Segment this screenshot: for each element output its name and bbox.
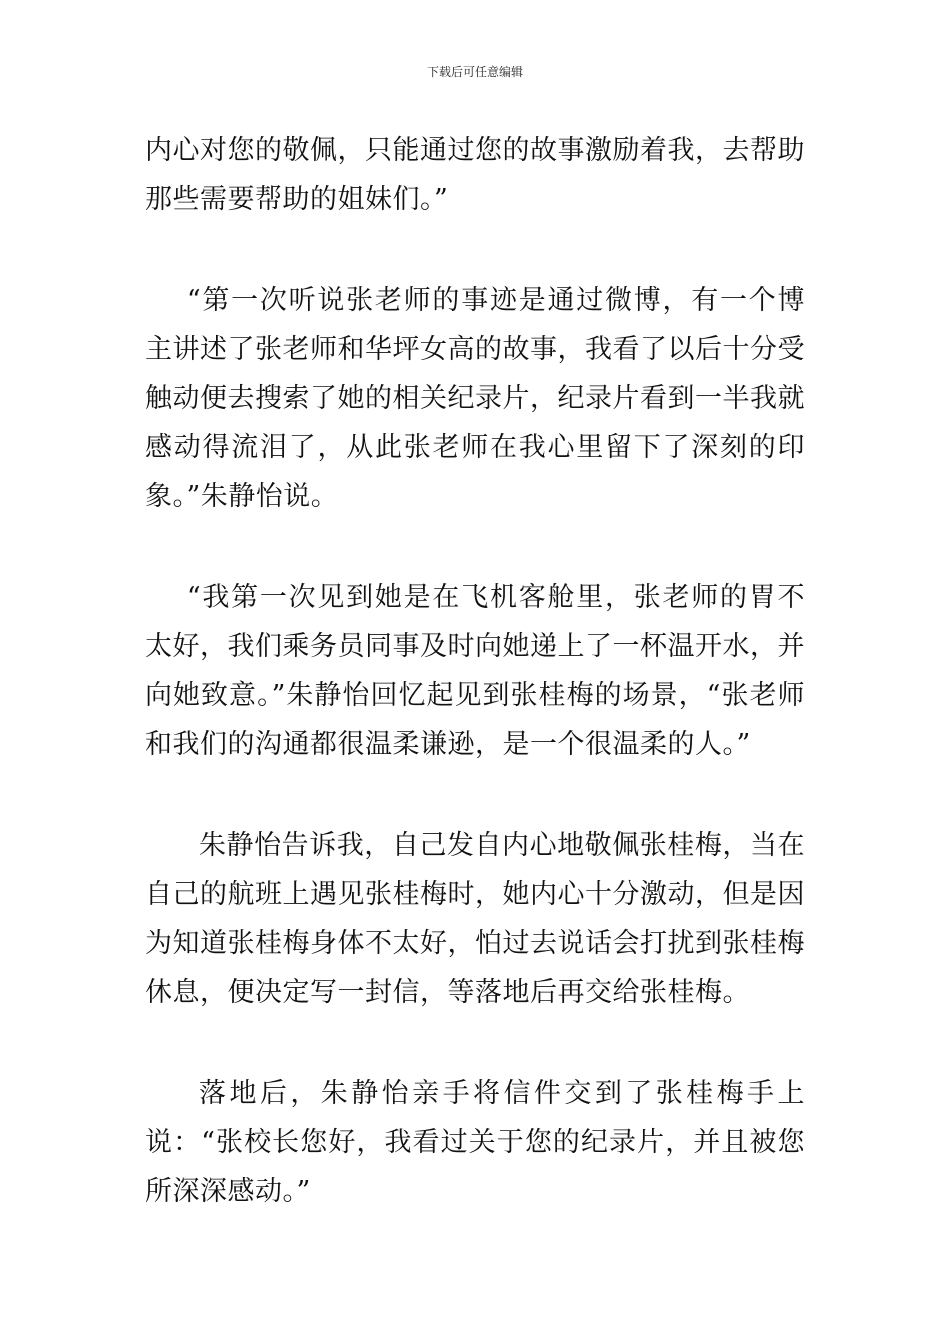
page-header: 下载后可任意编辑 (426, 65, 523, 79)
document-body (145, 126, 805, 1216)
paragraph-first-meeting: “我第一次见到她是在飞机客舱里，张老师的胃不太好，我们乘务员同事及时向她递上了一杯温开水，并向她致意。”朱静怡回忆起见到张桂梅的场景，“张老师和我们的沟通都很温柔谦逊，是一个很温柔的人。” (145, 582, 805, 760)
paragraph-weibo-story: “第一次听说张老师的事迹是通过微博，有一个博主讲述了张老师和华坪女高的故事，我看了以后十分受触动便去搜索了她的相关纪录片，纪录片看到一半我就感动得流泪了，从此张老师在我心里留下了深刻的印象。”朱静怡说。 (145, 285, 805, 512)
paragraph-letter-decision: 朱静怡告诉我，自己发自内心地敬佩张桂梅，当在自己的航班上遇见张桂梅时，她内心十分激动，但是因为知道张桂梅身体不太好，怕过去说话会打扰到张桂梅休息，便决定写一封信，等落地后再交给张桂梅。 (145, 830, 805, 1008)
paragraph-letter-delivery: 落地后，朱静怡亲手将信件交到了张桂梅手上说：“张校长您好，我看过关于您的纪录片，并且被您所深深感动。” (145, 1078, 805, 1207)
paragraph-continuation: 内心对您的敬佩，只能通过您的故事激励着我，去帮助那些需要帮助的姐妹们。” (145, 135, 805, 215)
